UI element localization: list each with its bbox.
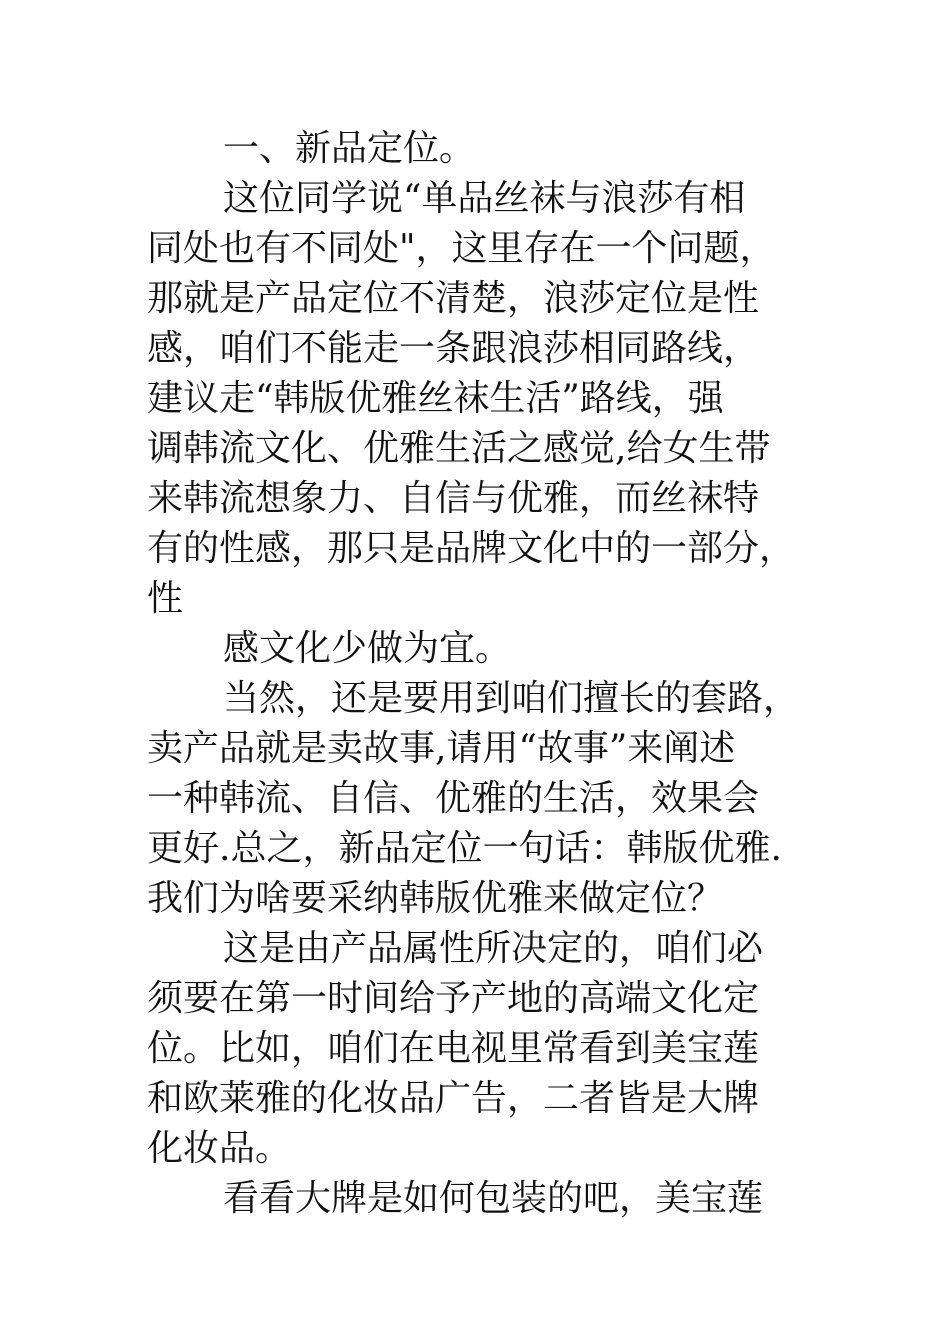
text-line: 看看大牌是如何包装的吧，美宝莲	[223, 1178, 764, 1219]
text-line: 我们为啥要采纳韩版优雅来做定位？	[147, 878, 724, 919]
text-line: 更好.总之，新品定位一句话：韩版优雅.	[147, 828, 782, 869]
text-line: 调韩流文化、优雅生活之感觉,给女生带	[147, 428, 771, 469]
text-line: 一、新品定位。	[223, 128, 476, 169]
text-line: 和欧莱雅的化妆品广告，二者皆是大牌	[147, 1078, 760, 1119]
text-line: 性	[147, 578, 184, 619]
text-line: 当然，还是要用到咱们擅长的套路，	[223, 678, 800, 719]
text-line: 位。比如，咱们在电视里常看到美宝莲	[147, 1028, 760, 1069]
text-line: 化妆品。	[147, 1128, 292, 1169]
text-line: 这是由产品属性所决定的，咱们必	[223, 928, 764, 969]
text-line: 同处也有不同处"，这里存在一个问题，	[147, 228, 776, 269]
document-body	[147, 124, 837, 1224]
text-line: 一种韩流、自信、优雅的生活，效果会	[147, 778, 760, 819]
text-line: 卖产品就是卖故事,请用“故事”来阐述	[147, 728, 736, 769]
text-line: 建议走“韩版优雅丝袜生活”路线，强	[147, 378, 724, 419]
text-line: 感文化少做为宜。	[223, 628, 512, 669]
text-line: 感，咱们不能走一条跟浪莎相同路线，	[147, 328, 760, 369]
text-line: 须要在第一时间给予产地的高端文化定	[147, 978, 760, 1019]
text-line: 这位同学说“单品丝袜与浪莎有相	[223, 178, 746, 219]
text-line: 有的性感，那只是品牌文化中的一部分，	[147, 528, 796, 569]
text-line: 那就是产品定位不清楚，浪莎定位是性	[147, 278, 760, 319]
text-line: 来韩流想象力、自信与优雅，而丝袜特	[147, 478, 760, 519]
